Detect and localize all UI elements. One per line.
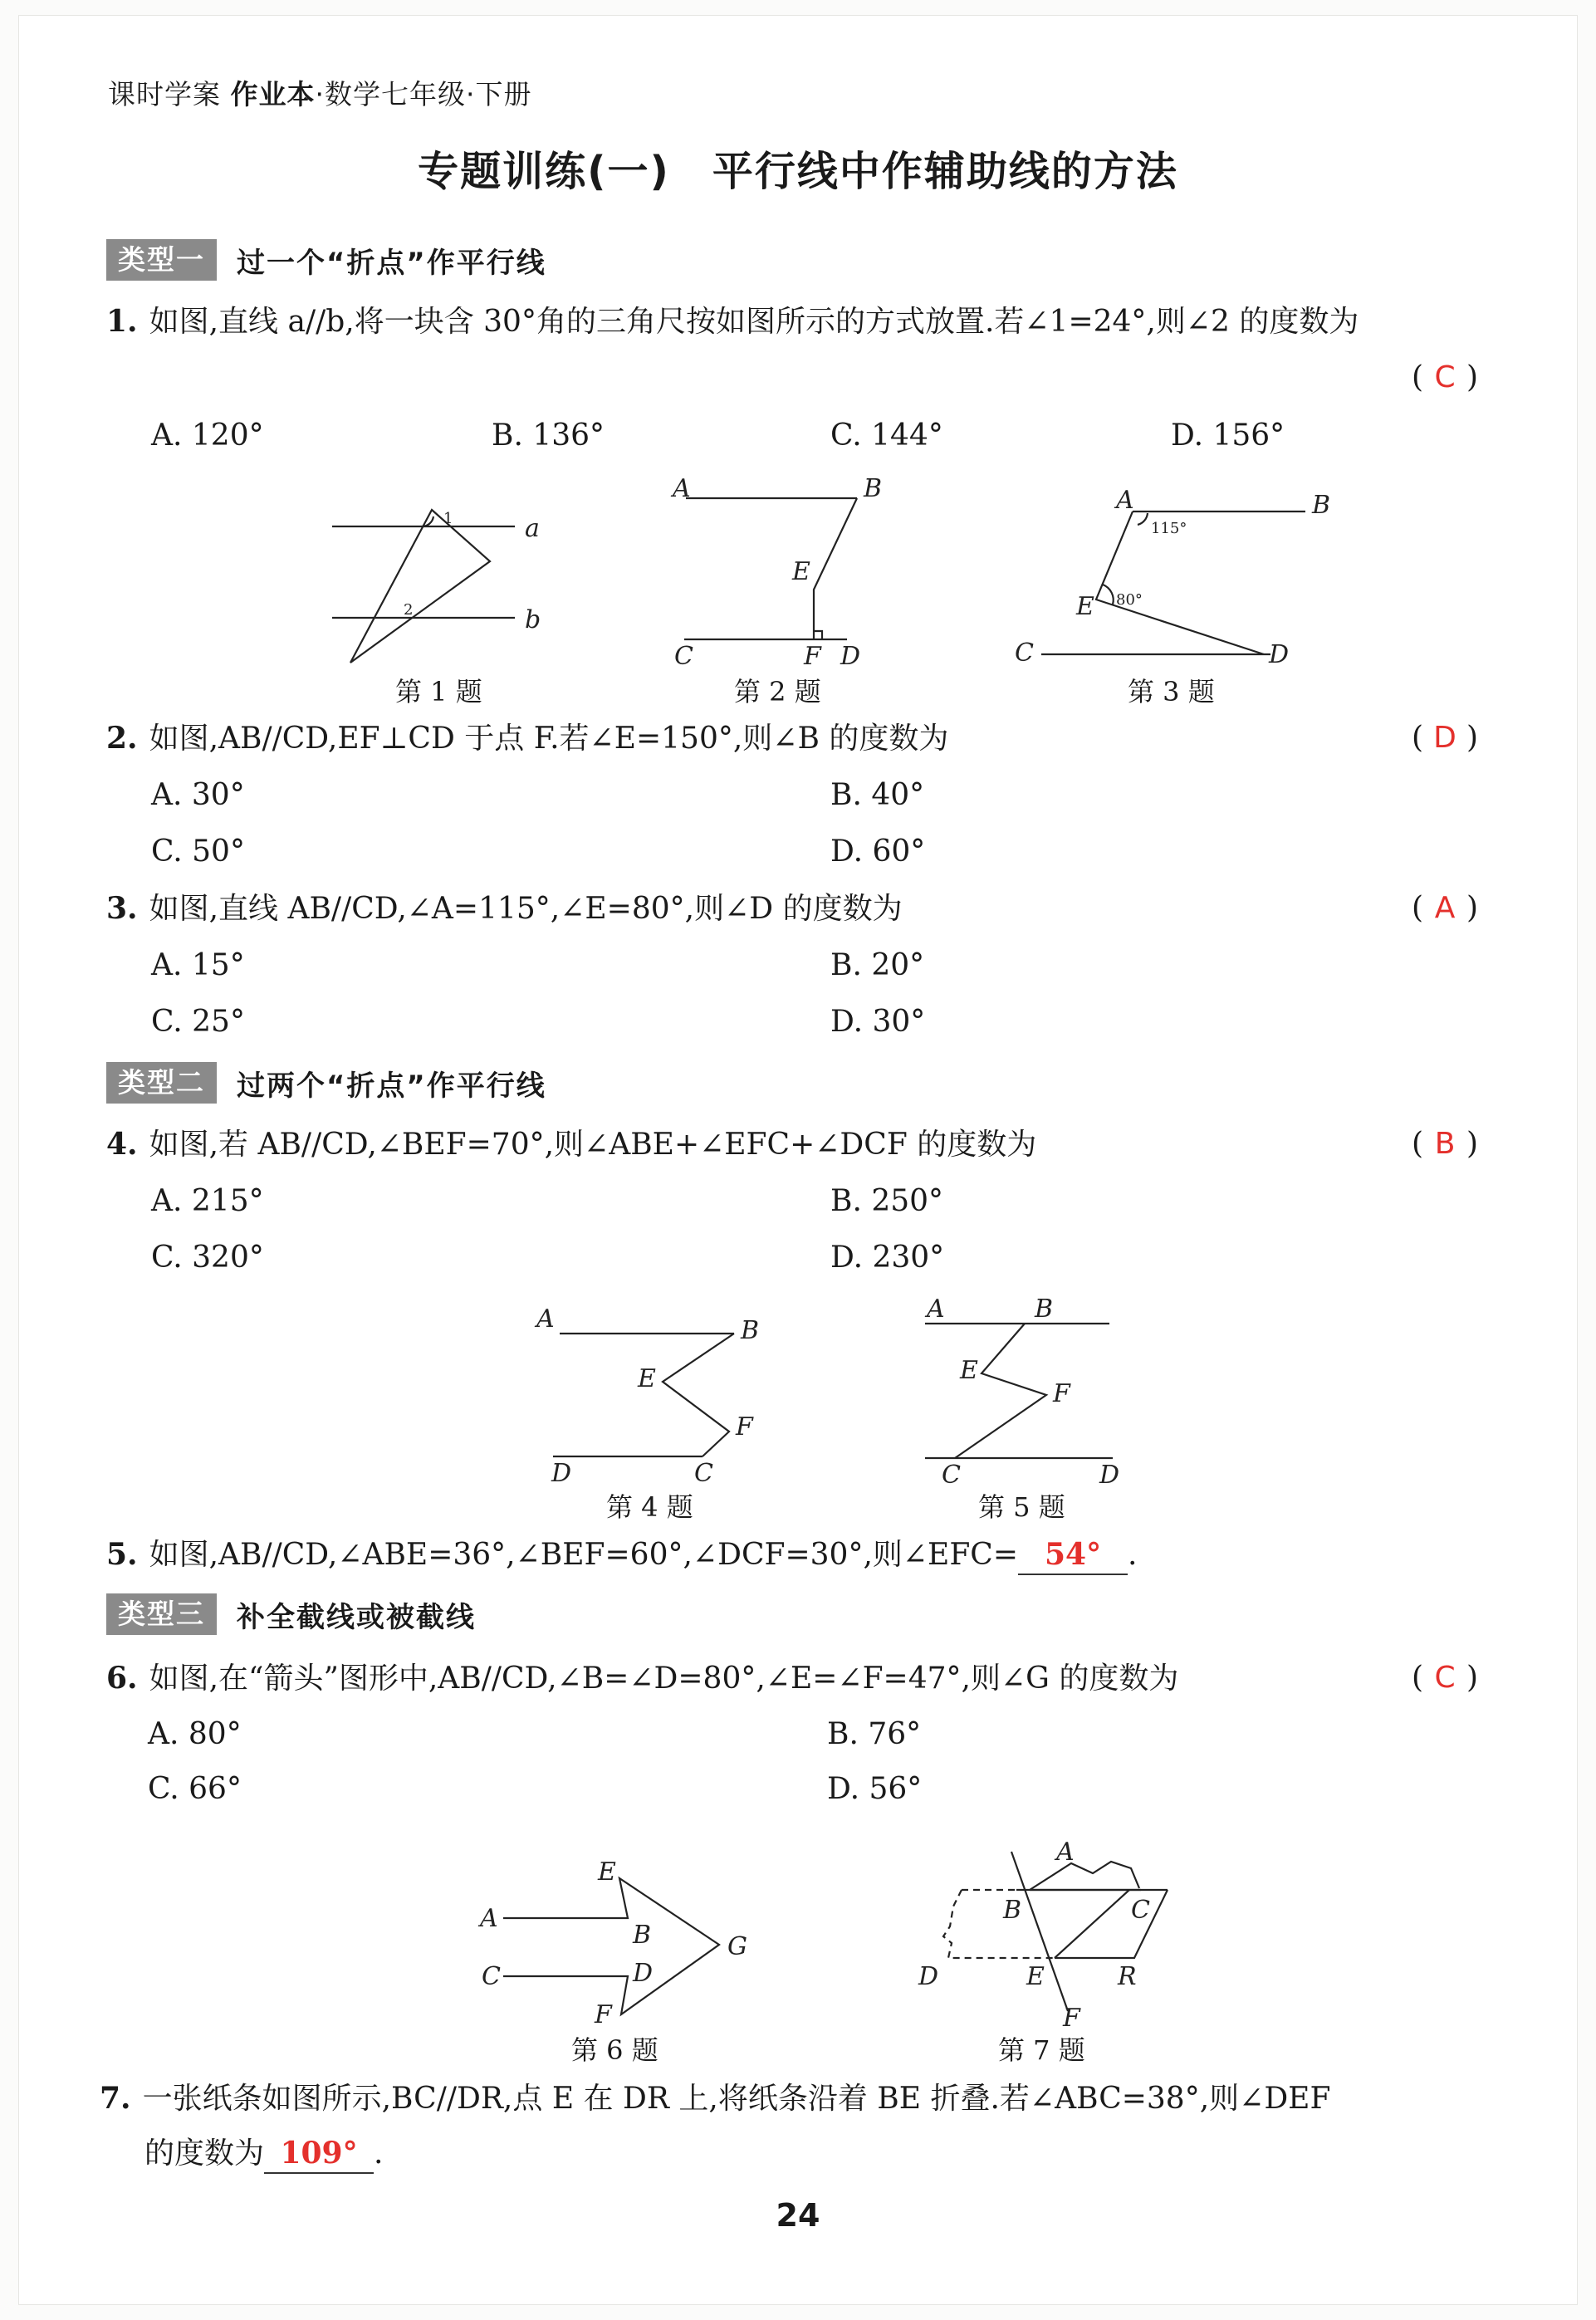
option-a: A. 215° (151, 1184, 264, 1218)
section-tag: 类型二 (106, 1062, 217, 1104)
label-A: A (1116, 486, 1134, 515)
question-7 (100, 2079, 1330, 2118)
answer-bracket-6: ( C ) (1412, 1659, 1478, 1697)
figure-1-caption: 第 1 题 (395, 676, 482, 707)
section-tag: 类型一 (106, 239, 217, 281)
label-G: G (727, 1932, 747, 1961)
label-F: F (804, 642, 821, 671)
label-C: C (942, 1461, 961, 1490)
section-heading-1 (106, 238, 546, 281)
figure-7 (905, 1827, 1204, 2034)
label-F: F (736, 1412, 753, 1441)
question-number: 6. (106, 1661, 138, 1696)
angle-A-label: 115° (1151, 520, 1187, 537)
question-text: 如图,直线 AB//CD,∠A=115°,∠E=80°,则∠D 的度数为 (149, 892, 903, 926)
figure-5-caption: 第 5 题 (978, 1491, 1065, 1523)
label-F: F (1053, 1379, 1070, 1408)
page-title: 专题训练(一) 平行线中作辅助线的方法 (418, 148, 1178, 195)
section-tag: 类型三 (106, 1593, 217, 1635)
answer-bracket-2: ( D ) (1412, 719, 1478, 757)
label-B: B (1003, 1896, 1022, 1925)
running-header (108, 73, 531, 112)
angle-1-label: 1 (443, 510, 453, 527)
section-title: 过两个“折点”作平行线 (237, 1069, 546, 1103)
option-d: D. 56° (827, 1772, 923, 1806)
label-C: C (674, 642, 693, 671)
question-number: 7. (100, 2081, 131, 2116)
book-name: 课时学案 (108, 78, 221, 110)
question-text: 如图,在“箭头”图形中,AB//CD,∠B=∠D=80°,∠E=∠F=47°,则∠G 的度数为 (149, 1662, 1179, 1696)
option-c: C. 50° (151, 835, 245, 869)
fill-blank-answer: 109° (264, 2134, 374, 2174)
label-A: A (927, 1295, 945, 1324)
book-type: 作业本 (230, 78, 316, 110)
section-heading-3 (106, 1593, 476, 1636)
question-number: 2. (106, 721, 138, 756)
figure-3-caption: 第 3 题 (1128, 676, 1215, 707)
angle-E-label: 80° (1116, 591, 1143, 609)
answer-bracket-4: ( B ) (1412, 1125, 1478, 1163)
question-number: 4. (106, 1127, 138, 1162)
label-C: C (694, 1459, 713, 1488)
option-b: B. 20° (830, 948, 925, 982)
figure-6-caption: 第 6 题 (571, 2034, 658, 2066)
option-d: D. 230° (830, 1241, 945, 1275)
label-F: F (595, 2000, 612, 2029)
figure-5 (913, 1295, 1154, 1490)
label-C: C (482, 1962, 501, 1991)
figure-3 (1013, 487, 1329, 669)
label-D: D (1269, 640, 1290, 669)
label-b: b (525, 605, 541, 634)
question-3 (106, 889, 903, 928)
question-6 (106, 1659, 1178, 1698)
question-5: 5. 如图,AB//CD,∠ABE=36°,∠BEF=60°,∠DCF=30°,则∠EFC= 54° . (106, 1535, 1137, 1575)
question-1 (106, 302, 1359, 341)
label-C: C (1131, 1896, 1150, 1925)
answer-choice: A (1434, 891, 1456, 925)
figure-4 (531, 1304, 772, 1486)
question-number: 3. (106, 891, 138, 926)
option-b: B. 250° (830, 1184, 944, 1218)
label-A: A (480, 1904, 498, 1933)
question-2 (106, 719, 948, 758)
question-text: 的度数为 (144, 2136, 265, 2171)
angle-2-label: 2 (404, 601, 414, 619)
label-D: D (551, 1459, 572, 1488)
label-E: E (598, 1857, 616, 1887)
answer-choice: C (1434, 1661, 1456, 1695)
figure-6 (478, 1857, 761, 2043)
answer-choice: D (1433, 721, 1456, 755)
label-F: F (1063, 2004, 1080, 2033)
label-R: R (1118, 1962, 1137, 1991)
option-a: A. 80° (148, 1717, 242, 1751)
answer-choice: B (1434, 1127, 1456, 1161)
answer-bracket-3: ( A ) (1412, 889, 1478, 928)
label-D: D (1099, 1461, 1120, 1490)
answer-choice: C (1434, 360, 1456, 394)
option-b: B. 76° (827, 1717, 922, 1751)
label-D: D (633, 1959, 654, 1988)
label-A: A (673, 474, 691, 503)
question-text: 如图,直线 a//b,将一块含 30°角的三角尺按如图所示的方式放置.若∠1=24°,则∠2 的度数为 (149, 305, 1359, 339)
label-E: E (792, 557, 810, 586)
label-E: E (1026, 1962, 1045, 1991)
label-B: B (1312, 491, 1331, 520)
label-E: E (638, 1364, 656, 1393)
option-b: B. 136° (492, 418, 605, 453)
label-a: a (525, 514, 540, 543)
figure-2-caption: 第 2 题 (734, 676, 821, 707)
label-C: C (1015, 639, 1034, 668)
page-number: 24 (776, 2197, 820, 2234)
figure-4-caption: 第 4 题 (606, 1491, 693, 1523)
option-a: A. 15° (151, 948, 245, 982)
label-E: E (1076, 592, 1094, 621)
figure-2 (673, 473, 883, 673)
section-title: 过一个“折点”作平行线 (237, 246, 546, 280)
option-a: A. 120° (151, 418, 264, 453)
option-d: D. 60° (830, 835, 926, 869)
question-text: 如图,AB//CD,EF⊥CD 于点 F.若∠E=150°,则∠B 的度数为 (149, 722, 949, 756)
fill-blank-answer: 54° (1018, 1535, 1128, 1575)
option-c: C. 320° (151, 1241, 264, 1275)
section-heading-2 (106, 1061, 546, 1104)
question-number: 1. (106, 304, 138, 339)
label-D: D (918, 1962, 939, 1991)
label-E: E (960, 1356, 978, 1385)
option-d: D. 30° (830, 1005, 926, 1039)
question-7-cont: 的度数为 109° . (144, 2134, 383, 2174)
figure-1 (324, 498, 556, 681)
answer-bracket-1: ( C ) (1412, 359, 1478, 397)
option-a: A. 30° (151, 778, 245, 812)
option-c: C. 144° (830, 418, 943, 453)
label-A: A (1056, 1838, 1075, 1867)
section-title: 补全截线或被截线 (237, 1600, 476, 1634)
label-B: B (633, 1921, 652, 1950)
question-text: 如图,AB//CD,∠ABE=36°,∠BEF=60°,∠DCF=30°,则∠EFC= (149, 1538, 1019, 1572)
option-c: C. 25° (151, 1005, 245, 1039)
book-subject: ·数学七年级·下册 (315, 78, 532, 110)
question-text: 如图,若 AB//CD,∠BEF=70°,则∠ABE+∠EFC+∠DCF 的度数为 (149, 1128, 1037, 1162)
label-D: D (840, 642, 861, 671)
label-A: A (536, 1304, 555, 1334)
question-number: 5. (106, 1537, 138, 1572)
label-B: B (1035, 1295, 1054, 1324)
option-d: D. 156° (1171, 418, 1285, 453)
question-text: 一张纸条如图所示,BC//DR,点 E 在 DR 上,将纸条沿着 BE 折叠.若∠ABC=38°,则∠DEF (142, 2082, 1331, 2116)
question-4 (106, 1125, 1036, 1164)
label-B: B (741, 1316, 760, 1345)
label-B: B (864, 474, 883, 503)
figure-7-caption: 第 7 题 (998, 2034, 1085, 2066)
option-c: C. 66° (148, 1772, 242, 1806)
option-b: B. 40° (830, 778, 925, 812)
